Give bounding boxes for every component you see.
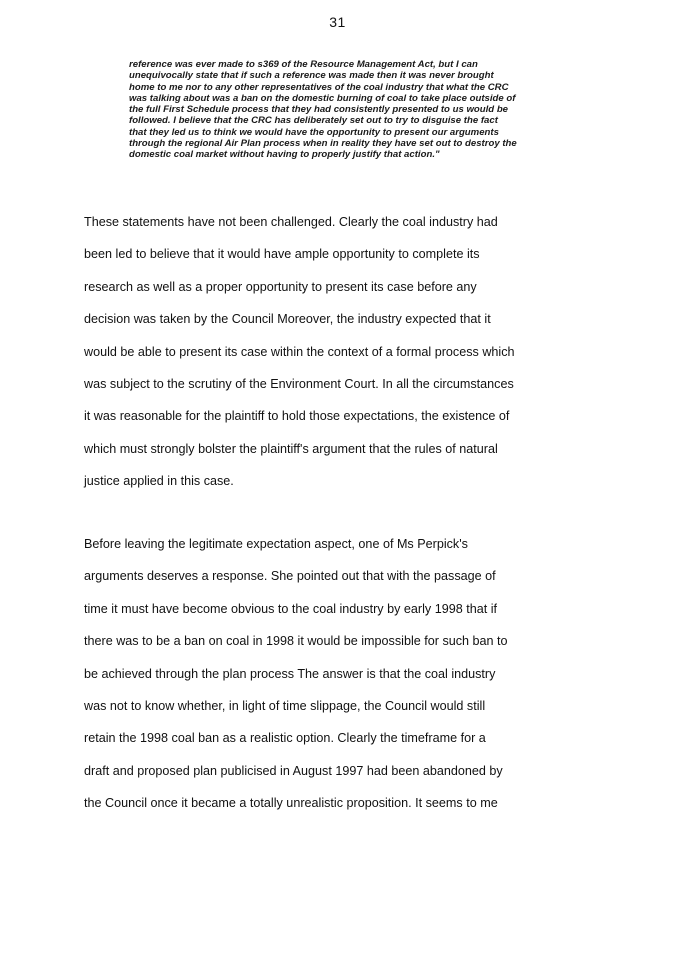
paragraph-line: be achieved through the plan process The answer is that the coal industry [84,666,496,681]
paragraph-line: arguments deserves a response. She pointed out that with the passage of [84,569,496,584]
paragraph-line: there was to be a ban on coal in 1998 it would be impossible for such ban to [84,634,508,649]
quote-line: through the regional Air Plan process when in reality they have set out to destroy the [129,138,517,150]
paragraph-line: it was reasonable for the plaintiff to hold those expectations, the existence of [84,409,510,424]
paragraph-line: research as well as a proper opportunity to present its case before any [84,279,477,294]
paragraph-line: draft and proposed plan publicised in August 1997 had been abandoned by [84,763,503,778]
paragraph-line: retain the 1998 coal ban as a realistic option. Clearly the timeframe for a [84,731,486,746]
quote-line: reference was ever made to s369 of the Resource Management Act, but I can [129,59,478,70]
paragraph-line: These statements have not been challenged. Clearly the coal industry had [84,215,498,229]
quote-line: unequivocally state that if such a reference was made then it was never brought [129,70,494,82]
block-quote [129,59,569,161]
paragraph-line: been led to believe that it would have ample opportunity to complete its [84,247,480,262]
paragraph-line: justice applied in this case. [84,474,234,489]
quote-line: followed. I believe that the CRC has deliberately set out to try to disguise the fact [129,115,498,127]
paragraph-statements-not-challenged [84,206,604,498]
quote-line: was talking about was a ban on the domestic burning of coal to take place outside of [129,92,516,104]
paragraph-line: which must strongly bolster the plaintiff's argument that the rules of natural [84,441,498,456]
paragraph-legitimate-expectation [84,528,604,820]
paragraph-line: the Council once it became a totally unrealistic proposition. It seems to me [84,796,498,811]
page-number: 31 [329,14,346,30]
paragraph-line: would be able to present its case within the context of a formal process which [84,344,515,359]
quote-line: that they led us to think we would have the opportunity to present our arguments [129,126,499,138]
paragraph-line: was subject to the scrutiny of the Environment Court. In all the circumstances [84,377,514,392]
quote-line: home to me nor to any other representatives of the coal industry that what the CRC [129,81,509,93]
quote-line: domestic coal market without having to properly justify that action." [129,149,440,161]
quote-line: the full First Schedule process that they had consistently presented to us would be [129,104,509,116]
paragraph-line: was not to know whether, in light of time slippage, the Council would still [84,699,486,714]
paragraph-line: time it must have become obvious to the coal industry by early 1998 that if [84,601,498,616]
paragraph-line: Before leaving the legitimate expectation aspect, one of Ms Perpick's [84,537,468,551]
paragraph-line: decision was taken by the Council Moreover, the industry expected that it [84,312,491,327]
